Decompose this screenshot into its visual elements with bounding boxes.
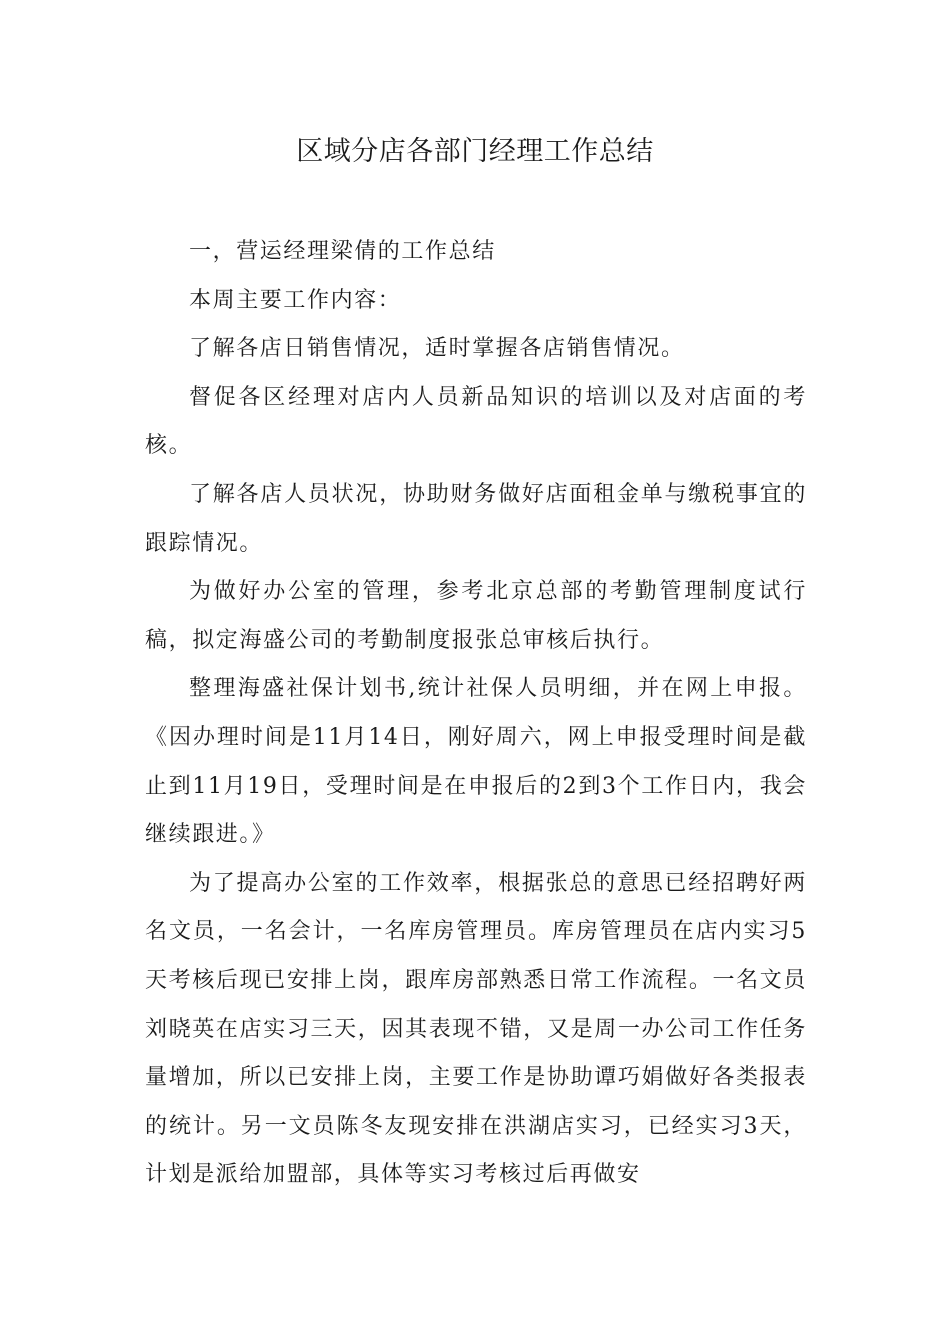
document-body: [145, 228, 807, 1200]
paragraph: 本周主要工作内容：: [189, 287, 402, 313]
paragraph: 为了提高办公室的工作效率，根据张总的意思已经招聘好两名文员，一名会计，一名库房管理员。库房管理员在店内实习5天考核后现已安排上岗，跟库房部熟悉日常工作流程。一名文员刘晓英在店实习三天，因其表现不错，又是周一办公司工作任务量增加，所以已安排上岗，主要工作是协助谭巧娟做好各类报表的统计。另一文员陈冬友现安排在洪湖店实习，已经实习3天，计划是派给加盟部，具体等实习考核过后再做安: [145, 870, 807, 1188]
paragraph: 了解各店人员状况，协助财务做好店面租金单与缴税事宜的跟踪情况。: [145, 481, 807, 556]
section-heading: 一，营运经理梁倩的工作总结: [189, 239, 496, 264]
paragraph: 了解各店日销售情况，适时掌握各店销售情况。: [189, 336, 685, 362]
paragraph: 督促各区经理对店内人员新品知识的培训以及对店面的考核。: [145, 384, 807, 459]
paragraph: 为做好办公室的管理，参考北京总部的考勤管理制度试行稿，拟定海盛公司的考勤制度报张总审核后执行。: [145, 579, 807, 653]
paragraph: 整理海盛社保计划书,统计社保人员明细，并在网上申报。《因办理时间是11月14日，刚好周六，网上申报受理时间是截止到11月19日，受理时间是在申报后的2到3个工作日内，我会继续跟进。》: [145, 676, 807, 848]
document-title: 区域分店各部门经理工作总结: [296, 136, 654, 167]
